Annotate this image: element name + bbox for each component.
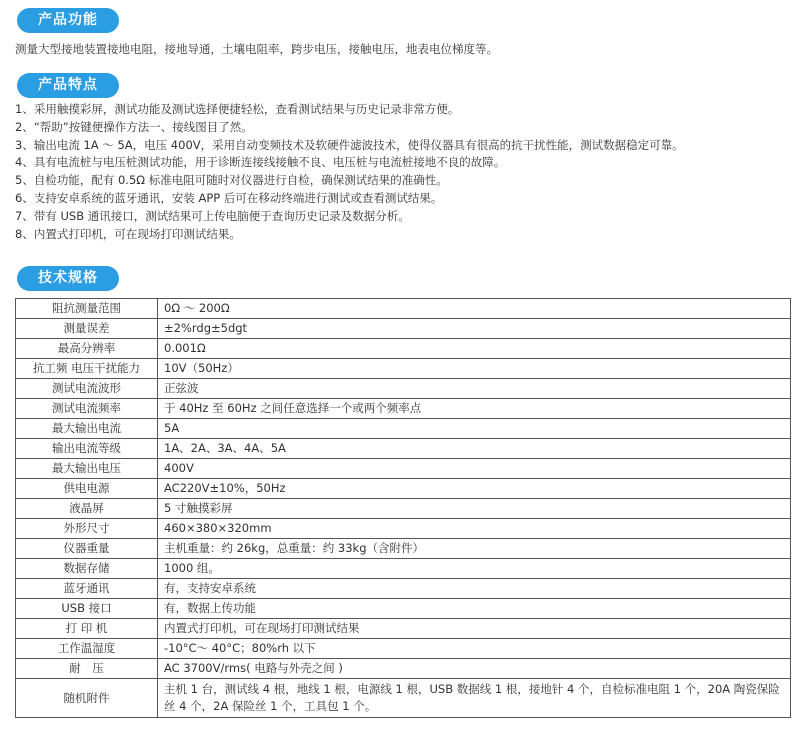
section-title-specs: 技术规格 [17, 266, 119, 291]
spec-label: 最高分辨率 [16, 339, 158, 359]
table-row [16, 599, 791, 619]
table-row [16, 339, 791, 359]
section-title-function: 产品功能 [17, 8, 119, 33]
table-row [16, 419, 791, 439]
feature-item: 2、“帮助”按键便操作方法一、接线图目了然。 [15, 119, 253, 134]
spec-value: 5 寸触摸彩屏 [158, 499, 791, 519]
spec-value: 有，数据上传功能 [158, 599, 791, 619]
spec-label: 蓝牙通讯 [16, 579, 158, 599]
spec-value: 460×380×320mm [158, 519, 791, 539]
spec-label: 阻抗测量范围 [16, 299, 158, 319]
table-row [16, 399, 791, 419]
spec-label: 外形尺寸 [16, 519, 158, 539]
spec-value: ±2%rdg±5dgt [158, 319, 791, 339]
spec-value: 400V [158, 459, 791, 479]
spec-label: 测试电流波形 [16, 379, 158, 399]
spec-value: AC 3700V/rms( 电路与外壳之间 ) [158, 659, 791, 679]
table-row [16, 619, 791, 639]
spec-value: 5A [158, 419, 791, 439]
spec-label: 最大输出电流 [16, 419, 158, 439]
feature-item: 3、输出电流 1A ～ 5A，电压 400V，采用自动变频技术及软硬件滤波技术，使得仪器具有很高的抗干扰性能，测试数据稳定可靠。 [15, 137, 684, 152]
spec-label: 随机附件 [16, 679, 158, 718]
spec-value: 内置式打印机，可在现场打印测试结果 [158, 619, 791, 639]
table-row [16, 379, 791, 399]
spec-label: 数据存储 [16, 559, 158, 579]
spec-label: 打 印 机 [16, 619, 158, 639]
spec-label: 测试电流频率 [16, 399, 158, 419]
table-row [16, 539, 791, 559]
feature-item: 5、自检功能，配有 0.5Ω 标准电阻可随时对仪器进行自检，确保测试结果的准确性。 [15, 173, 448, 188]
spec-value: 0Ω ～ 200Ω [158, 299, 791, 319]
spec-value: -10°C～ 40°C；80%rh 以下 [158, 639, 791, 659]
feature-item: 1、采用触摸彩屏，测试功能及测试选择便捷轻松，查看测试结果与历史记录非常方便。 [15, 102, 460, 116]
table-row [16, 359, 791, 379]
spec-value: 10V（50Hz） [158, 359, 791, 379]
feature-item: 6、支持安卓系统的蓝牙通讯，安装 APP 后可在移动终端进行测试或查看测试结果。 [15, 190, 443, 205]
specs-table [15, 298, 791, 718]
table-row [16, 479, 791, 499]
table-row [16, 439, 791, 459]
table-row [16, 559, 791, 579]
spec-label: 最大输出电压 [16, 459, 158, 479]
table-row [16, 299, 791, 319]
spec-value: 正弦波 [158, 379, 791, 399]
spec-label: 耐 压 [16, 659, 158, 679]
spec-label: 工作温湿度 [16, 639, 158, 659]
feature-item: 4、具有电流桩与电压桩测试功能，用于诊断连接线接触不良、电压桩与电流桩接地不良的故障。 [15, 155, 506, 170]
spec-value: 有，支持安卓系统 [158, 579, 791, 599]
spec-label: 仪器重量 [16, 539, 158, 559]
spec-label: 输出电流等级 [16, 439, 158, 459]
table-row [16, 459, 791, 479]
table-row [16, 319, 791, 339]
spec-value: 主机重量：约 26kg，总重量：约 33kg（含附件） [158, 539, 791, 559]
spec-label: 抗工频 电压干扰能力 [16, 359, 158, 379]
table-row [16, 659, 791, 679]
table-row [16, 499, 791, 519]
spec-value: 0.001Ω [158, 339, 791, 359]
spec-value: 主机 1 台，测试线 4 根，地线 1 根，电源线 1 根，USB 数据线 1 根，接地针 4 个，自检标准电阻 1 个，20A 陶瓷保险丝 4 个，2A 保险丝 1 个，工具包 1 个。 [158, 679, 791, 718]
spec-value: 1A、2A、3A、4A、5A [158, 439, 791, 459]
spec-label: 测量误差 [16, 319, 158, 339]
spec-label: 供电电源 [16, 479, 158, 499]
spec-label: 液晶屏 [16, 499, 158, 519]
spec-value: 1000 组。 [158, 559, 791, 579]
feature-item: 8、内置式打印机，可在现场打印测试结果。 [15, 226, 241, 241]
table-row [16, 519, 791, 539]
function-description: 测量大型接地装置接地电阻，接地导通，土壤电阻率，跨步电压，接触电压，地表电位梯度等。 [15, 42, 498, 56]
feature-list [15, 101, 684, 243]
table-row [16, 639, 791, 659]
table-row [16, 579, 791, 599]
spec-value: 于 40Hz 至 60Hz 之间任意选择一个或两个频率点 [158, 399, 791, 419]
spec-value: AC220V±10%，50Hz [158, 479, 791, 499]
feature-item: 7、带有 USB 通讯接口，测试结果可上传电脑便于查询历史记录及数据分析。 [15, 208, 410, 223]
spec-label: USB 接口 [16, 599, 158, 619]
section-title-features: 产品特点 [17, 73, 119, 98]
table-row [16, 679, 791, 718]
